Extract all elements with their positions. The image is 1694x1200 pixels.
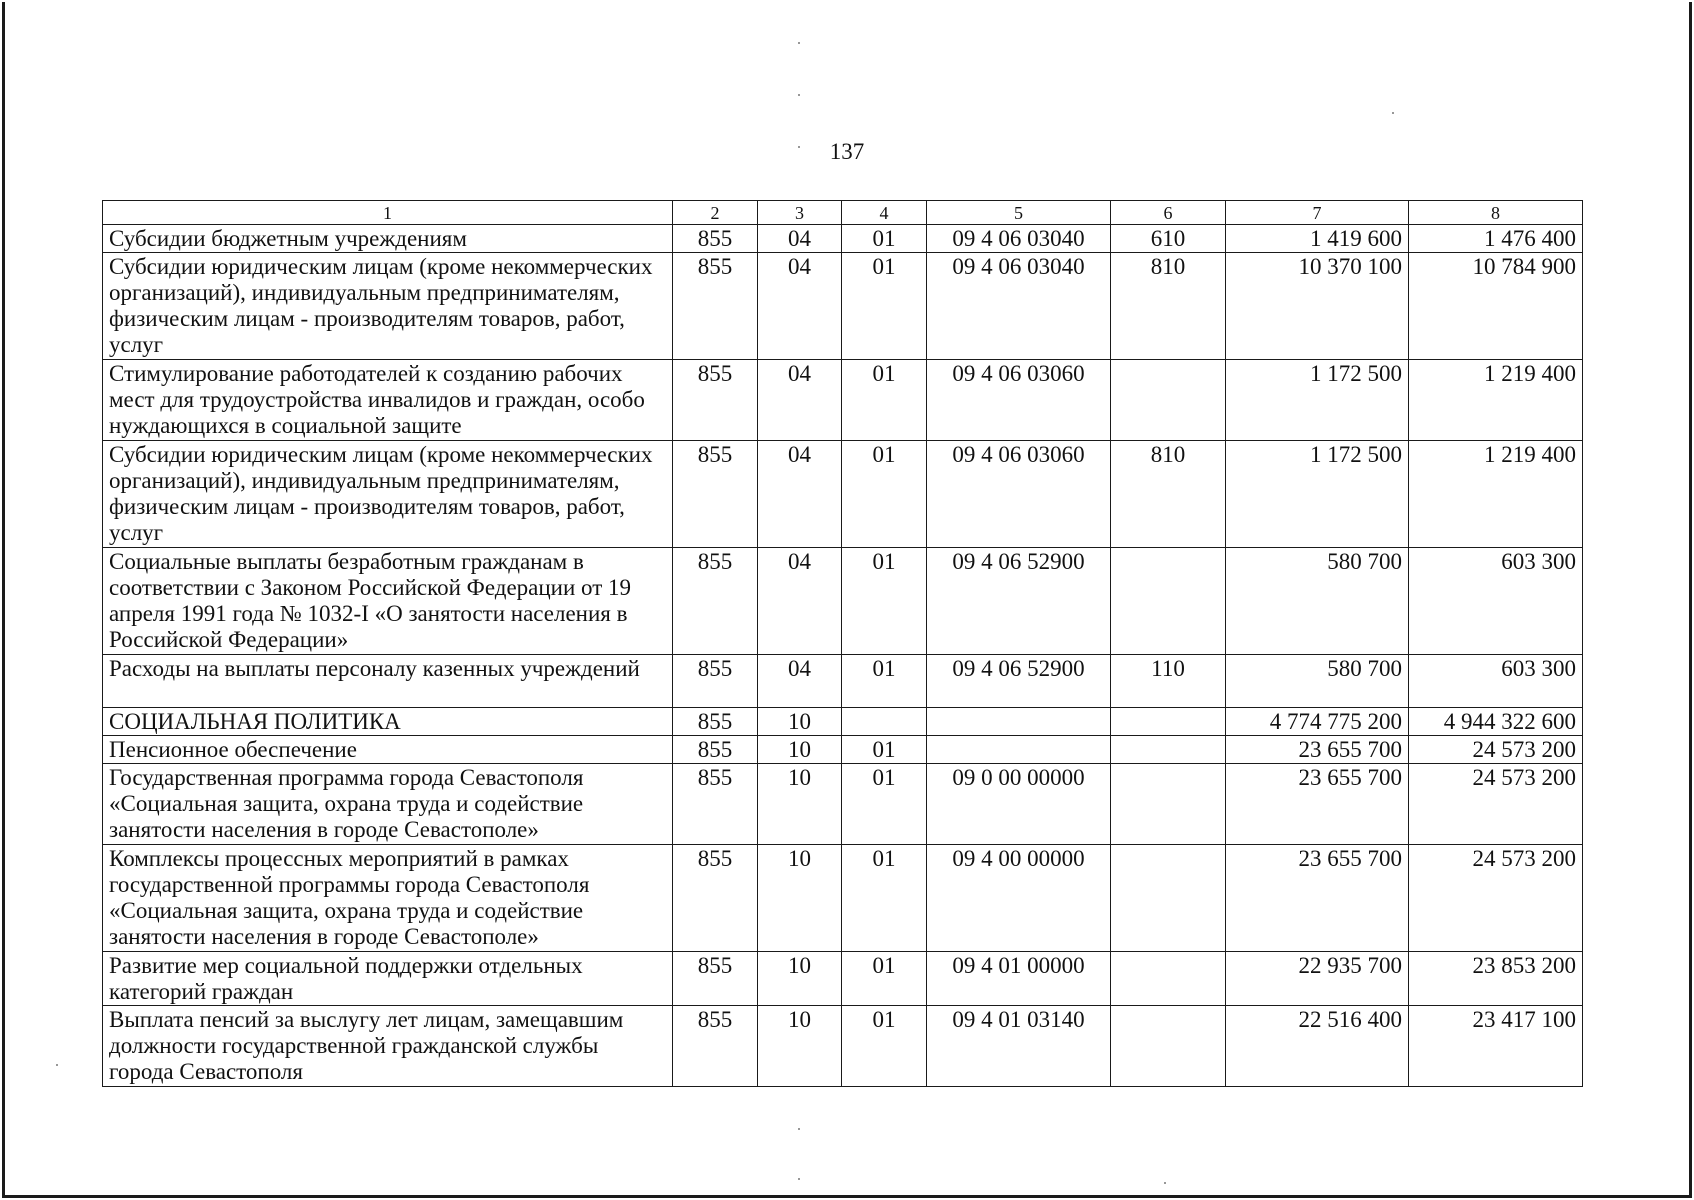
scan-speck bbox=[1164, 1182, 1166, 1184]
cell-col2: 855 bbox=[673, 225, 758, 253]
cell-col6 bbox=[1111, 845, 1226, 952]
cell-col4: 01 bbox=[842, 655, 927, 708]
cell-col7: 1 172 500 bbox=[1226, 360, 1409, 441]
cell-col5: 09 4 06 52900 bbox=[927, 548, 1111, 655]
scan-speck bbox=[798, 42, 800, 44]
table-row bbox=[103, 708, 1583, 736]
table-row bbox=[103, 441, 1583, 548]
cell-col3: 10 bbox=[758, 952, 842, 1006]
cell-name: Развитие мер социальной поддержки отдельных категорий граждан bbox=[103, 952, 673, 1006]
column-number: 8 bbox=[1409, 201, 1583, 225]
cell-col2: 855 bbox=[673, 360, 758, 441]
cell-col6 bbox=[1111, 736, 1226, 764]
cell-name: Выплата пенсий за выслугу лет лицам, замещавшим должности государственной гражданской службы города Севастополя bbox=[103, 1006, 673, 1087]
cell-col6: 810 bbox=[1111, 253, 1226, 360]
cell-col4: 01 bbox=[842, 952, 927, 1006]
cell-name: Расходы на выплаты персоналу казенных учреждений bbox=[103, 655, 673, 708]
cell-col3: 10 bbox=[758, 764, 842, 845]
cell-col7: 4 774 775 200 bbox=[1226, 708, 1409, 736]
cell-col6 bbox=[1111, 764, 1226, 845]
cell-col3: 04 bbox=[758, 655, 842, 708]
cell-col7: 23 655 700 bbox=[1226, 845, 1409, 952]
cell-col3: 04 bbox=[758, 225, 842, 253]
cell-name: СОЦИАЛЬНАЯ ПОЛИТИКА bbox=[103, 708, 673, 736]
cell-col7: 22 935 700 bbox=[1226, 952, 1409, 1006]
cell-col4 bbox=[842, 708, 927, 736]
cell-col5: 09 4 06 52900 bbox=[927, 655, 1111, 708]
column-number: 7 bbox=[1226, 201, 1409, 225]
cell-col6: 110 bbox=[1111, 655, 1226, 708]
cell-col8: 603 300 bbox=[1409, 655, 1583, 708]
cell-col5 bbox=[927, 736, 1111, 764]
table-row bbox=[103, 548, 1583, 655]
scan-speck bbox=[798, 94, 800, 96]
cell-col6: 810 bbox=[1111, 441, 1226, 548]
cell-col2: 855 bbox=[673, 253, 758, 360]
table-row bbox=[103, 360, 1583, 441]
cell-col7: 23 655 700 bbox=[1226, 764, 1409, 845]
cell-col4: 01 bbox=[842, 253, 927, 360]
scan-speck bbox=[56, 1064, 58, 1066]
table-row bbox=[103, 225, 1583, 253]
cell-col7: 580 700 bbox=[1226, 655, 1409, 708]
cell-col8: 1 476 400 bbox=[1409, 225, 1583, 253]
cell-col6 bbox=[1111, 952, 1226, 1006]
cell-col7: 23 655 700 bbox=[1226, 736, 1409, 764]
cell-col2: 855 bbox=[673, 764, 758, 845]
cell-col6 bbox=[1111, 708, 1226, 736]
scan-speck bbox=[798, 1128, 800, 1130]
table-row bbox=[103, 764, 1583, 845]
table-row bbox=[103, 1006, 1583, 1087]
cell-col3: 10 bbox=[758, 845, 842, 952]
table-row bbox=[103, 845, 1583, 952]
cell-col7: 22 516 400 bbox=[1226, 1006, 1409, 1087]
cell-name: Государственная программа города Севастополя «Социальная защита, охрана труда и содействие занятости населения в городе Севастополе» bbox=[103, 764, 673, 845]
cell-col3: 10 bbox=[758, 708, 842, 736]
cell-col8: 4 944 322 600 bbox=[1409, 708, 1583, 736]
cell-col7: 580 700 bbox=[1226, 548, 1409, 655]
cell-col5: 09 4 06 03060 bbox=[927, 441, 1111, 548]
cell-col4: 01 bbox=[842, 225, 927, 253]
cell-col6 bbox=[1111, 1006, 1226, 1087]
cell-col6 bbox=[1111, 360, 1226, 441]
cell-col5: 09 4 01 03140 bbox=[927, 1006, 1111, 1087]
cell-col2: 855 bbox=[673, 708, 758, 736]
cell-col2: 855 bbox=[673, 548, 758, 655]
cell-col8: 1 219 400 bbox=[1409, 360, 1583, 441]
cell-col2: 855 bbox=[673, 1006, 758, 1087]
cell-col4: 01 bbox=[842, 845, 927, 952]
cell-col3: 10 bbox=[758, 736, 842, 764]
cell-col7: 10 370 100 bbox=[1226, 253, 1409, 360]
cell-col5: 09 4 06 03040 bbox=[927, 253, 1111, 360]
scan-speck bbox=[1392, 112, 1394, 114]
cell-col2: 855 bbox=[673, 441, 758, 548]
cell-col2: 855 bbox=[673, 655, 758, 708]
column-number: 2 bbox=[673, 201, 758, 225]
cell-col6 bbox=[1111, 548, 1226, 655]
cell-col5: 09 4 00 00000 bbox=[927, 845, 1111, 952]
cell-name: Социальные выплаты безработным гражданам в соответствии с Законом Российской Федерации от 19 апреля 1991 года № 1032-I «О занятости населения в Российской Федерации» bbox=[103, 548, 673, 655]
cell-col4: 01 bbox=[842, 736, 927, 764]
cell-col8: 24 573 200 bbox=[1409, 736, 1583, 764]
cell-col5: 09 4 01 00000 bbox=[927, 952, 1111, 1006]
table-row bbox=[103, 952, 1583, 1006]
cell-col8: 1 219 400 bbox=[1409, 441, 1583, 548]
column-number-row bbox=[103, 201, 1583, 225]
cell-col8: 23 853 200 bbox=[1409, 952, 1583, 1006]
cell-col5: 09 0 00 00000 bbox=[927, 764, 1111, 845]
cell-col4: 01 bbox=[842, 360, 927, 441]
column-number: 4 bbox=[842, 201, 927, 225]
cell-col4: 01 bbox=[842, 764, 927, 845]
page-number: 137 bbox=[829, 139, 865, 164]
cell-col5: 09 4 06 03040 bbox=[927, 225, 1111, 253]
cell-name: Пенсионное обеспечение bbox=[103, 736, 673, 764]
cell-col2: 855 bbox=[673, 845, 758, 952]
cell-col4: 01 bbox=[842, 1006, 927, 1087]
cell-name: Субсидии бюджетным учреждениям bbox=[103, 225, 673, 253]
cell-name: Субсидии юридическим лицам (кроме некоммерческих организаций), индивидуальным предпринимателям, физическим лицам - производителям товаров, работ, услуг bbox=[103, 253, 673, 360]
budget-table bbox=[102, 200, 1583, 1087]
table-row bbox=[103, 253, 1583, 360]
cell-col4: 01 bbox=[842, 441, 927, 548]
cell-col8: 23 417 100 bbox=[1409, 1006, 1583, 1087]
cell-name: Стимулирование работодателей к созданию рабочих мест для трудоустройства инвалидов и граждан, особо нуждающихся в социальной защите bbox=[103, 360, 673, 441]
cell-col2: 855 bbox=[673, 736, 758, 764]
cell-col8: 603 300 bbox=[1409, 548, 1583, 655]
cell-col3: 04 bbox=[758, 548, 842, 655]
cell-col4: 01 bbox=[842, 548, 927, 655]
cell-col8: 10 784 900 bbox=[1409, 253, 1583, 360]
cell-col7: 1 419 600 bbox=[1226, 225, 1409, 253]
column-number: 6 bbox=[1111, 201, 1226, 225]
column-number: 5 bbox=[927, 201, 1111, 225]
cell-col3: 04 bbox=[758, 253, 842, 360]
cell-col3: 04 bbox=[758, 441, 842, 548]
cell-col5 bbox=[927, 708, 1111, 736]
cell-col5: 09 4 06 03060 bbox=[927, 360, 1111, 441]
scan-speck bbox=[798, 1178, 800, 1180]
table-body bbox=[103, 201, 1583, 1087]
cell-col2: 855 bbox=[673, 952, 758, 1006]
cell-col3: 10 bbox=[758, 1006, 842, 1087]
cell-col3: 04 bbox=[758, 360, 842, 441]
cell-col6: 610 bbox=[1111, 225, 1226, 253]
table-row bbox=[103, 736, 1583, 764]
column-number: 1 bbox=[103, 201, 673, 225]
cell-col8: 24 573 200 bbox=[1409, 764, 1583, 845]
cell-name: Комплексы процессных мероприятий в рамках государственной программы города Севастополя «Социальная защита, охрана труда и содействие занятости населения в городе Севастополе» bbox=[103, 845, 673, 952]
cell-name: Субсидии юридическим лицам (кроме некоммерческих организаций), индивидуальным предпринимателям, физическим лицам - производителям товаров, работ, услуг bbox=[103, 441, 673, 548]
column-number: 3 bbox=[758, 201, 842, 225]
cell-col7: 1 172 500 bbox=[1226, 441, 1409, 548]
table-row bbox=[103, 655, 1583, 708]
cell-col8: 24 573 200 bbox=[1409, 845, 1583, 952]
